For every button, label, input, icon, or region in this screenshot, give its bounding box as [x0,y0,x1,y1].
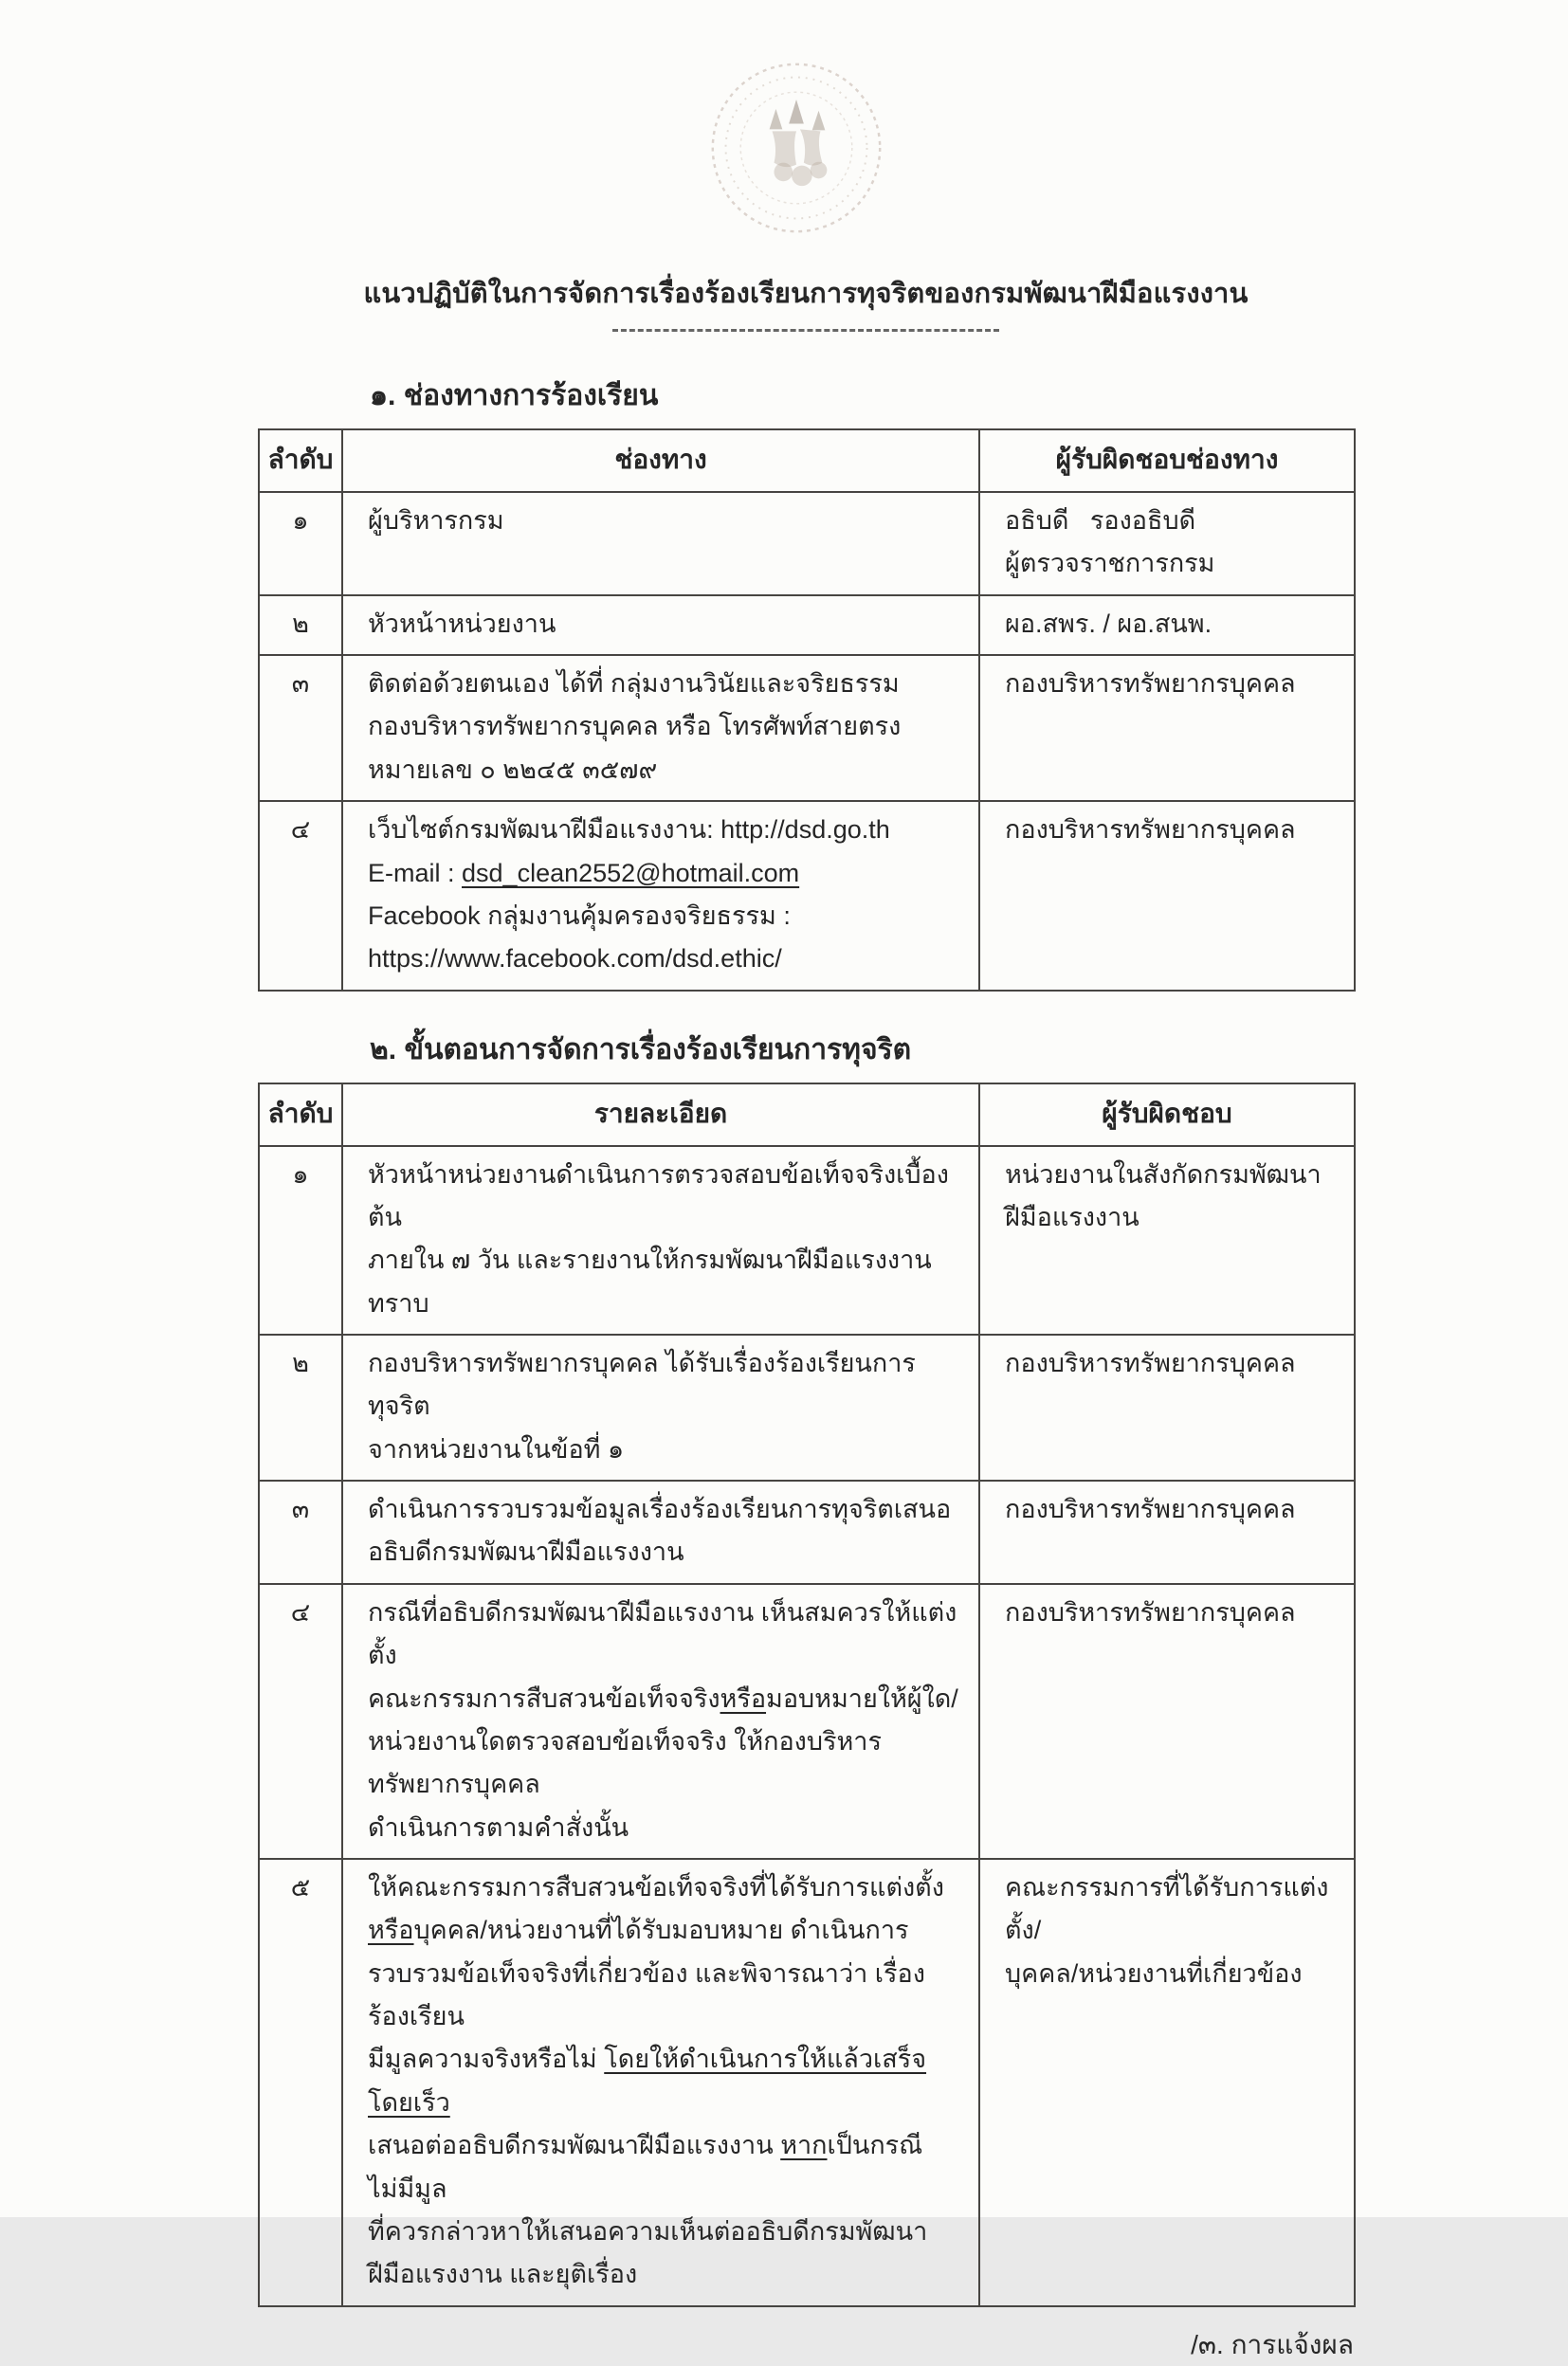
text-line [368,663,963,705]
section-1-heading: ๑. ช่องทางการร้องเรียน [370,380,659,411]
owner-cell [979,1335,1355,1481]
detail-cell [342,655,979,801]
row-number-cell: ๑ [259,492,342,595]
text-segment: E-mail : [368,858,463,887]
detail-cell [342,1859,979,2306]
text-line [368,1531,963,1574]
text-segment: กองบริหารทรัพยากรบุคคล [1005,1495,1296,1524]
text-segment: คณะกรรมการสืบสวนข้อเท็จจริง [368,1684,720,1713]
text-line [1005,1592,1339,1634]
text-segment: กองบริหารทรัพยากรบุคคล [1005,1597,1296,1627]
seal-graphic [703,55,889,241]
text-line [368,1429,963,1471]
text-segment: กรณีที่อธิบดีกรมพัฒนาฝีมือแรงงาน เห็นสมควรให้แต่งตั้ง [368,1597,957,1670]
text-segment: Facebook กลุ่มงานคุ้มครองจริยธรรม : [368,901,791,930]
text-line [368,1592,963,1678]
handling-steps-table [258,1083,1356,2307]
text-segment: ผอ.สพร. / ผอ.สนพ. [1005,609,1212,638]
text-segment: ให้คณะกรรมการสืบสวนข้อเท็จจริงที่ได้รับการแต่งตั้ง [368,1872,944,1902]
text-line [1005,1154,1339,1196]
row-number-cell: ๒ [259,1335,342,1481]
text-segment: จากหน่วยงานในข้อที่ ๑ [368,1434,625,1464]
text-line [368,1909,963,1952]
detail-cell [342,1146,979,1335]
text-segment: ดำเนินการรวบรวมข้อมูลเรื่องร้องเรียนการทุจริตเสนอ [368,1495,952,1524]
underlined-text: โดยให้ดำเนินการให้แล้วเสร็จโดยเร็ว [368,2045,927,2117]
text-segment: หน่วยงานในสังกัดกรมพัฒนา [1005,1159,1322,1189]
text-segment: คณะกรรมการที่ได้รับการแต่งตั้ง/ [1005,1872,1329,1945]
table-row [259,492,1355,595]
text-line [1005,500,1339,542]
text-line [1005,809,1339,851]
text-line [368,809,963,851]
detail-cell [342,492,979,595]
detail-cell [342,1584,979,1859]
row-number-cell: ๒ [259,595,342,655]
detail-cell [342,801,979,990]
department-seal-icon [703,55,889,241]
column-header: ช่องทาง [342,429,979,492]
column-header: รายละเอียด [342,1083,979,1146]
owner-cell [979,1859,1355,2306]
section-complaint-channels [258,373,1354,992]
text-segment: กองบริหารทรัพยากรบุคคล หรือ โทรศัพท์สายตรง [368,712,902,741]
underlined-text: หรือ [720,1684,767,1713]
text-segment: ดำเนินการตามคำสั่งนั้น [368,1812,629,1842]
underlined-text: หาก [780,2131,828,2160]
text-segment: เป็นกรณีไม่มีมูล [368,2131,923,2203]
owner-cell [979,595,1355,655]
complaint-channels-table [258,428,1356,992]
text-segment: หมายเลข ๐ ๒๒๔๕ ๓๕๗๙ [368,755,658,784]
text-segment: ติดต่อด้วยตนเอง ได้ที่ กลุ่มงานวินัยและจริยธรรม [368,669,900,699]
detail-cell [342,595,979,655]
text-segment: ฝีมือแรงงาน [1005,1202,1140,1231]
text-segment: หัวหน้าหน่วยงาน [368,609,556,638]
document-content [258,0,1354,2366]
table-row [259,801,1355,990]
text-segment: ภายใน ๗ วัน และรายงานให้กรมพัฒนาฝีมือแรงงานทราบ [368,1246,932,1318]
column-header: ผู้รับผิดชอบ [979,1083,1355,1146]
row-number-cell: ๕ [259,1859,342,2306]
text-segment: ฝีมือแรงงาน และยุติเรื่อง [368,2260,638,2289]
text-line [368,1953,963,2039]
text-line [368,2124,963,2211]
text-line [368,1154,963,1240]
text-line [368,1488,963,1531]
text-line [368,1239,963,1325]
row-number-cell: ๔ [259,1584,342,1859]
text-segment: อธิบดี รองอธิบดี [1005,506,1196,535]
table-row [259,1859,1355,2306]
detail-cell [342,1481,979,1584]
column-header: ลำดับ [259,1083,342,1146]
text-line [368,1866,963,1909]
document-title: แนวปฏิบัติในการจัดการเรื่องร้องเรียนการทุจริตของกรมพัฒนาฝีมือแรงงาน [363,279,1249,309]
text-line [368,895,963,937]
text-line [368,1807,963,1849]
text-segment: รวบรวมข้อเท็จจริงที่เกี่ยวข้อง และพิจารณาว่า เรื่องร้องเรียน [368,1958,925,2031]
section-handling-steps [258,1028,1354,2307]
text-segment: มอบหมายให้ผู้ใด/ [766,1684,958,1713]
row-number-cell: ๓ [259,655,342,801]
table-row [259,595,1355,655]
table-row [259,1584,1355,1859]
text-segment: กองบริหารทรัพยากรบุคคล [1005,1349,1296,1378]
text-segment: ผู้บริหารกรม [368,506,504,535]
text-line [1005,1196,1339,1239]
text-segment: ที่ควรกล่าวหาให้เสนอความเห็นต่ออธิบดีกรมพัฒนา [368,2216,928,2246]
owner-cell [979,1146,1355,1335]
table-row [259,1481,1355,1584]
column-header: ลำดับ [259,429,342,492]
underlined-text: dsd_clean2552@hotmail.com [462,858,800,887]
text-segment: อธิบดีกรมพัฒนาฝีมือแรงงาน [368,1538,684,1567]
text-line [368,500,963,542]
owner-cell [979,655,1355,801]
text-segment: กองบริหารทรัพยากรบุคคล [1005,669,1296,699]
title-divider [612,329,999,332]
text-line [368,603,963,646]
text-line [1005,603,1339,646]
text-line [1005,1866,1339,1953]
header-row [259,429,1355,492]
text-segment: เว็บไซต์กรมพัฒนาฝีมือแรงงาน: http://dsd.go.th [368,815,890,845]
table-row [259,1146,1355,1335]
text-segment: บุคคล/หน่วยงานที่ได้รับมอบหมาย ดำเนินการ [413,1916,909,1945]
text-line [368,1342,963,1429]
text-line [368,937,963,980]
section-2-heading: ๒. ขั้นตอนการจัดการเรื่องร้องเรียนการทุจริต [370,1033,912,1065]
text-line [368,705,963,748]
page-continuation-note: /๓. การแจ้งผล [1191,2329,1354,2359]
text-segment: ผู้ตรวจราชการกรม [1005,549,1215,578]
text-line [368,2211,963,2253]
row-number-cell: ๓ [259,1481,342,1584]
text-line [368,852,963,895]
text-segment: https://www.facebook.com/dsd.ethic/ [368,944,782,974]
table-row [259,1335,1355,1481]
text-line [368,1720,963,1807]
text-segment: กองบริหารทรัพยากรบุคคล [1005,815,1296,845]
owner-cell [979,801,1355,990]
text-line [368,2038,963,2124]
text-line [1005,1953,1339,1995]
row-number-cell: ๑ [259,1146,342,1335]
text-segment: มีมูลความจริงหรือไม่ [368,2045,605,2074]
column-header: ผู้รับผิดชอบช่องทาง [979,429,1355,492]
text-line [368,2253,963,2296]
text-segment: เสนอต่ออธิบดีกรมพัฒนาฝีมือแรงงาน [368,2131,781,2160]
text-line [1005,1488,1339,1531]
owner-cell [979,1481,1355,1584]
text-line [1005,542,1339,585]
header-row [259,1083,1355,1146]
text-segment: กองบริหารทรัพยากรบุคคล ได้รับเรื่องร้องเรียนการทุจริต [368,1349,916,1421]
text-line [368,1678,963,1720]
text-segment: บุคคล/หน่วยงานที่เกี่ยวข้อง [1005,1958,1303,1988]
text-line [368,749,963,792]
detail-cell [342,1335,979,1481]
text-segment: หน่วยงานใดตรวจสอบข้อเท็จจริง ให้กองบริหารทรัพยากรบุคคล [368,1726,882,1799]
row-number-cell: ๔ [259,801,342,990]
owner-cell [979,1584,1355,1859]
owner-cell [979,492,1355,595]
text-line [1005,663,1339,705]
text-segment: หัวหน้าหน่วยงานดำเนินการตรวจสอบข้อเท็จจริงเบื้องต้น [368,1159,949,1231]
underlined-text: หรือ [368,1916,414,1945]
text-line [1005,1342,1339,1385]
table-row [259,655,1355,801]
